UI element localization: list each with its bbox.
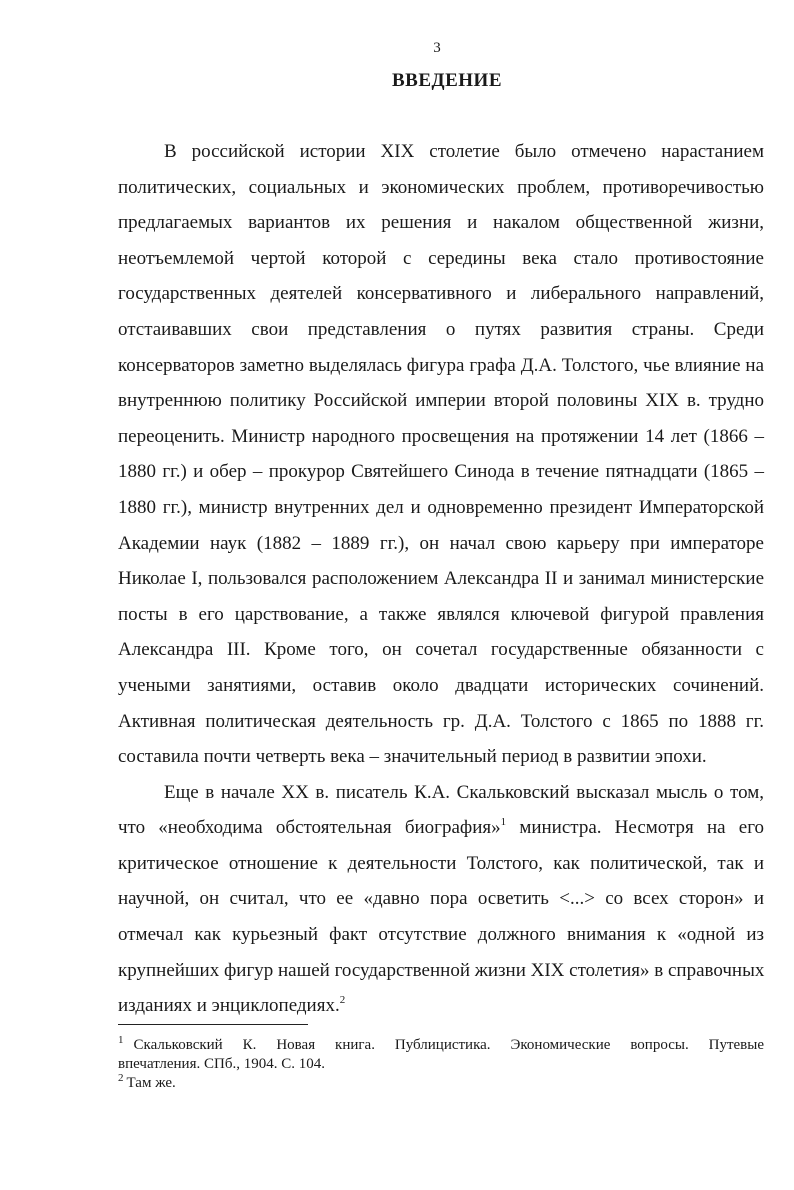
text-line: государственных деятелей консервативного и либерального направлений, (118, 283, 764, 305)
footnote-mark: 2 (118, 1072, 124, 1084)
text-line: переоценить. Министр народного просвещения на протяжении 14 лет (1866 – (118, 425, 764, 447)
text-segment: что «необходима обстоятельная биография» (118, 817, 501, 839)
text-line (118, 810, 764, 846)
footnote-text: Скальковский К. Новая книга. Публицистика. Экономические вопросы. Путевые (133, 1037, 764, 1053)
main-text (118, 134, 764, 1024)
footnote-reference[interactable]: 2 (339, 994, 346, 1007)
text-line (118, 988, 764, 1024)
text-line: посты в его царствование, а также являлся ключевой фигурой правления (118, 603, 764, 625)
text-segment: изданиях и энциклопедиях. (118, 995, 340, 1017)
text-line: научной, он считал, что ее «давно пора осветить <...> со всех сторон» и (118, 888, 764, 910)
footnote-line (118, 1036, 764, 1055)
text-line: Николае I, пользовался расположением Александра II и занимал министерские (118, 568, 764, 590)
text-line: В российской истории XIX столетие было отмечено нарастанием (164, 141, 764, 162)
footnote-1 (118, 1036, 764, 1074)
text-line: учеными занятиями, оставив около двадцати исторических сочинений. (118, 674, 764, 696)
footnotes (118, 1036, 764, 1093)
footnote-2 (118, 1074, 764, 1093)
text-line: Академии наук (1882 – 1889 гг.), он начал свою карьеру при императоре (118, 532, 764, 554)
text-line: 1880 гг.) и обер – прокурор Святейшего Синода в течение пятнадцати (1865 – (118, 461, 764, 483)
paragraph-1 (118, 134, 764, 775)
text-line: неотъемлемой чертой которой с середины века стало противостояние (118, 247, 764, 269)
text-line: консерваторов заметно выделялась фигура графа Д.А. Толстого, чье влияние на (118, 354, 764, 376)
text-line: отстаивавших свои представления о путях развития страны. Среди (118, 318, 764, 340)
text-line: составила почти четверть века – значительный период в развитии эпохи. (118, 746, 707, 768)
text-line: 1880 гг.), министр внутренних дел и одновременно президент Императорской (118, 496, 764, 518)
text-line: Активная политическая деятельность гр. Д.А. Толстого с 1865 по 1888 гг. (118, 710, 764, 732)
footnote-separator (118, 1024, 308, 1025)
text-segment: министра. Несмотря на его (506, 817, 765, 839)
footnote-mark: 1 (118, 1034, 124, 1046)
text-line: отмечал как курьезный факт отсутствие должного внимания к «одной из (118, 924, 764, 946)
text-line: предлагаемых вариантов их решения и накалом общественной жизни, (118, 212, 764, 234)
text-line: Еще в начале XX в. писатель К.А. Скальковский высказал мысль о том, (164, 781, 764, 803)
text-line: крупнейших фигур нашей государственной жизни XIX столетия» в справочных (118, 959, 765, 981)
footnote-line: впечатления. СПб., 1904. С. 104. (118, 1056, 325, 1072)
paragraph-2 (118, 775, 764, 1024)
text-line: критическое отношение к деятельности Толстого, как политической, так и (118, 852, 764, 874)
footnote-text: Там же. (126, 1075, 176, 1091)
footnote-line (118, 1074, 764, 1093)
footnote-reference[interactable]: 1 (500, 816, 507, 829)
text-line: Александра III. Кроме того, он сочетал государственные обязанности с (118, 639, 764, 661)
text-line: внутреннюю политику Российской империи второй половины XIX в. трудно (118, 390, 764, 412)
page-title: ВВЕДЕНИЕ (392, 70, 502, 91)
page-number: 3 (433, 40, 441, 56)
text-line: политических, социальных и экономических проблем, противоречивостью (118, 176, 764, 198)
